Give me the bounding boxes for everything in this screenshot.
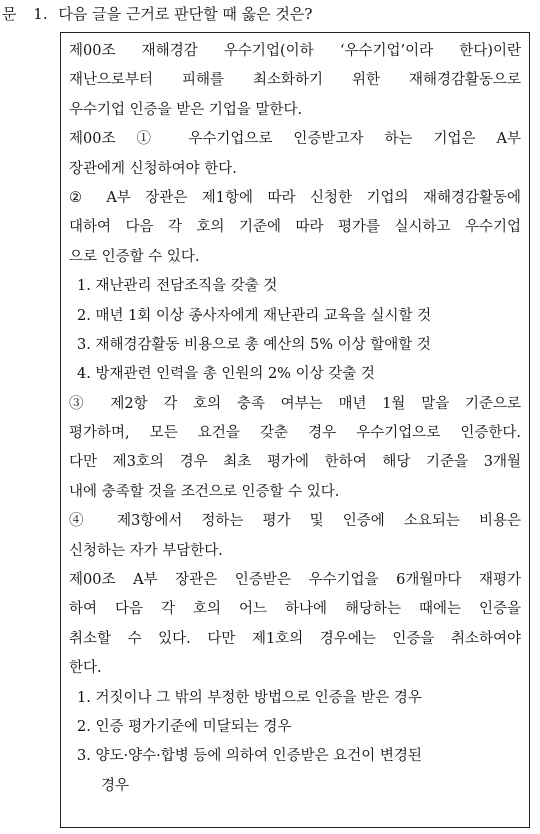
passage-line: ③ 제2항 각 호의 충족 여부는 매년 1월 말을 기준으로	[69, 395, 521, 412]
passage-line: ② A부 장관은 제1항에 따라 신청한 기업의 재해경감활동에	[69, 189, 521, 206]
passage-line: 평가하며, 모든 요건을 갖춘 경우 우수기업으로 인증한다.	[69, 425, 521, 442]
passage-list-item: 1. 거짓이나 그 밖의 부정한 방법으로 인증을 받은 경우	[77, 689, 422, 706]
passage-line: 하여 다음 각 호의 어느 하나에 해당하는 때에는 인증을	[69, 601, 521, 618]
passage-box	[60, 32, 530, 828]
question-text: 다음 글을 근거로 판단할 때 옳은 것은?	[58, 5, 313, 23]
passage-list-item: 3. 재해경감활동 비용으로 총 예산의 5% 이상 할애할 것	[77, 336, 431, 353]
passage-line: 취소할 수 있다. 다만 제1호의 경우에는 인증을 취소하여야	[69, 630, 521, 647]
question-prefix: 문	[2, 5, 17, 23]
passage-line: 신청하는 자가 부담한다.	[69, 542, 223, 559]
question-number: 1.	[33, 5, 48, 23]
passage-line: 우수기업 인증을 받은 기업을 말한다.	[69, 101, 303, 118]
passage-list-item-continuation: 경우	[101, 777, 130, 794]
passage-line: 으로 인증할 수 있다.	[69, 248, 200, 265]
passage-line: 다만 제3호의 경우 최초 평가에 한하여 해당 기준을 3개월	[69, 454, 521, 471]
passage-line: 대하여 다음 각 호의 기준에 따라 평가를 실시하고 우수기업	[69, 219, 521, 236]
passage-list-item: 1. 재난관리 전담조직을 갖출 것	[77, 278, 278, 295]
passage-line: ④ 제3항에서 정하는 평가 및 인증에 소요되는 비용은	[69, 513, 521, 530]
passage-list-item: 3. 양도·양수·합병 등에 의하여 인증받은 요건이 변경된	[77, 748, 422, 765]
passage-list-item: 2. 매년 1회 이상 종사자에게 재난관리 교육을 실시할 것	[77, 307, 432, 324]
passage-line: 제00조 재해경감 우수기업(이하 ‘우수기업’이라 한다)이란	[69, 43, 521, 59]
passage-line: 재난으로부터 피해를 최소화하기 위한 재해경감활동으로	[69, 72, 521, 89]
passage-list-item: 2. 인증 평가기준에 미달되는 경우	[77, 718, 292, 735]
passage-line: 내에 충족할 것을 조건으로 인증할 수 있다.	[69, 483, 340, 500]
question-header	[2, 3, 312, 25]
passage-line: 제00조 ① 우수기업으로 인증받고자 하는 기업은 A부	[69, 131, 521, 148]
passage-line: 제00조 A부 장관은 인증받은 우수기업을 6개월마다 재평가	[69, 572, 521, 589]
passage-line: 장관에게 신청하여야 한다.	[69, 160, 237, 177]
passage-list-item: 4. 방재관련 인력을 총 인원의 2% 이상 갖출 것	[77, 366, 375, 383]
passage-line: 한다.	[69, 660, 102, 677]
